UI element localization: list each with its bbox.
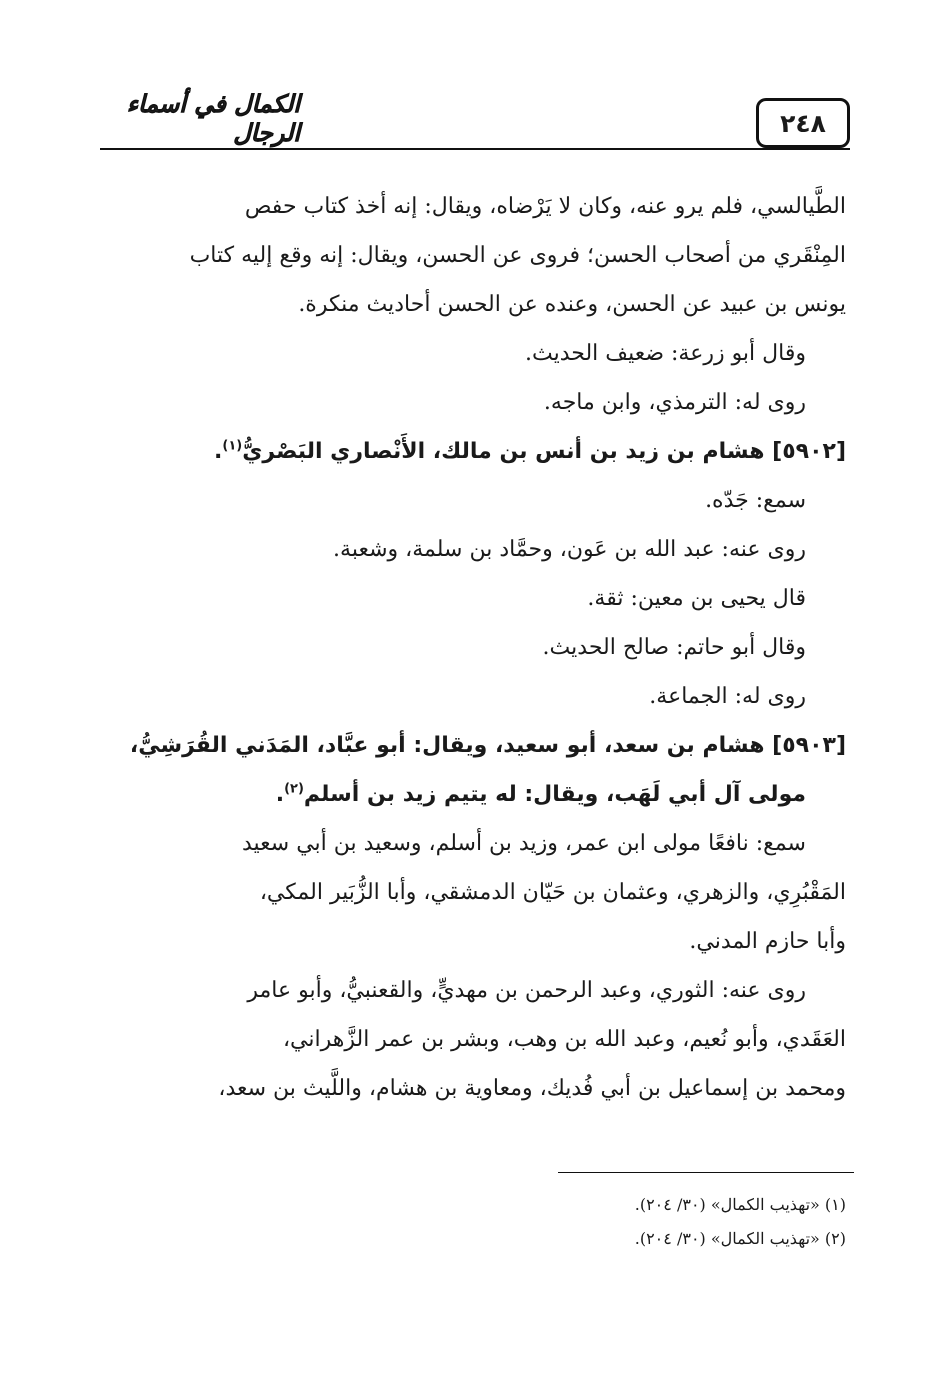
text-line: وقال أبو زرعة: ضعيف الحديث. bbox=[525, 341, 806, 366]
main-text bbox=[104, 182, 846, 1113]
text-line: ومحمد بن إسماعيل بن أبي فُديك، ومعاوية بن هشام، واللَّيث بن سعد، bbox=[218, 1076, 846, 1101]
text-line: روى له: الترمذي، وابن ماجه. bbox=[543, 390, 806, 415]
entry-end: . bbox=[214, 439, 223, 464]
page-number: ٢٤٨ bbox=[756, 98, 850, 148]
text-line: روى له: الجماعة. bbox=[649, 684, 806, 709]
text-line: المِنْقَري من أصحاب الحسن؛ فروى عن الحسن، ويقال: إنه وقع إليه كتاب bbox=[189, 243, 846, 268]
entry-name: هشام بن زيد بن أنس بن مالك، الأَنْصاري البَصْريُّ bbox=[242, 439, 765, 464]
text-line: قال يحيى بن معين: ثقة. bbox=[587, 586, 806, 611]
entry-heading-5903 bbox=[104, 721, 846, 770]
text-line: روى عنه: الثوري، وعبد الرحمن بن مهديٍّ، والقعنبيُّ، وأبو عامر bbox=[247, 978, 806, 1003]
text-line: وقال أبو حاتم: صالح الحديث. bbox=[542, 635, 806, 660]
entry-number: [٥٩٠٢] bbox=[772, 439, 846, 464]
entry-name: مولى آل أبي لَهَب، ويقال: له يتيم زيد بن أسلم bbox=[303, 782, 806, 807]
entry-heading-cont bbox=[104, 770, 846, 819]
text-line: روى عنه: عبد الله بن عَون، وحمَّاد بن سلمة، وشعبة. bbox=[333, 537, 806, 562]
footnotes bbox=[104, 1188, 846, 1256]
text-line: وأبا حازم المدني. bbox=[689, 929, 846, 954]
footnote-1: (١) «تهذيب الكمال» (٣٠/ ٢٠٤). bbox=[634, 1195, 846, 1214]
footnote-ref[interactable]: (٢) bbox=[284, 781, 304, 797]
page-header bbox=[100, 89, 850, 156]
text-line: سمع: جَدّه. bbox=[705, 488, 806, 513]
text-line: الطَّيالسي، فلم يرو عنه، وكان لا يَرْضاه، ويقال: إنه أخذ كتاب حفص bbox=[244, 194, 846, 219]
entry-heading-5902 bbox=[104, 427, 846, 476]
text-line: العَقَدي، وأبو نُعيم، وعبد الله بن وهب، وبشر بن عمر الزَّهراني، bbox=[282, 1027, 846, 1052]
footnote-divider bbox=[558, 1172, 854, 1173]
entry-name: هشام بن سعد، أبو سعيد، ويقال: أبو عبَّاد، المَدَني القُرَشِيُّ، bbox=[129, 733, 765, 758]
header-divider bbox=[100, 148, 850, 150]
text-line: يونس بن عبيد عن الحسن، وعنده عن الحسن أحاديث منكرة. bbox=[298, 292, 846, 317]
text-line: سمع: نافعًا مولى ابن عمر، وزيد بن أسلم، وسعيد بن أبي سعيد bbox=[241, 831, 806, 856]
book-title-logo: الكمال في أسماء الرجال bbox=[126, 89, 300, 147]
text-line: المَقْبُرِي، والزهري، وعثمان بن حَيّان الدمشقي، وأبا الزُّبَير المكي، bbox=[259, 880, 846, 905]
footnote-ref[interactable]: (١) bbox=[222, 438, 243, 454]
footnote-2: (٢) «تهذيب الكمال» (٣٠/ ٢٠٤). bbox=[634, 1229, 846, 1248]
entry-end: . bbox=[275, 782, 285, 807]
entry-number: [٥٩٠٣] bbox=[772, 733, 846, 758]
